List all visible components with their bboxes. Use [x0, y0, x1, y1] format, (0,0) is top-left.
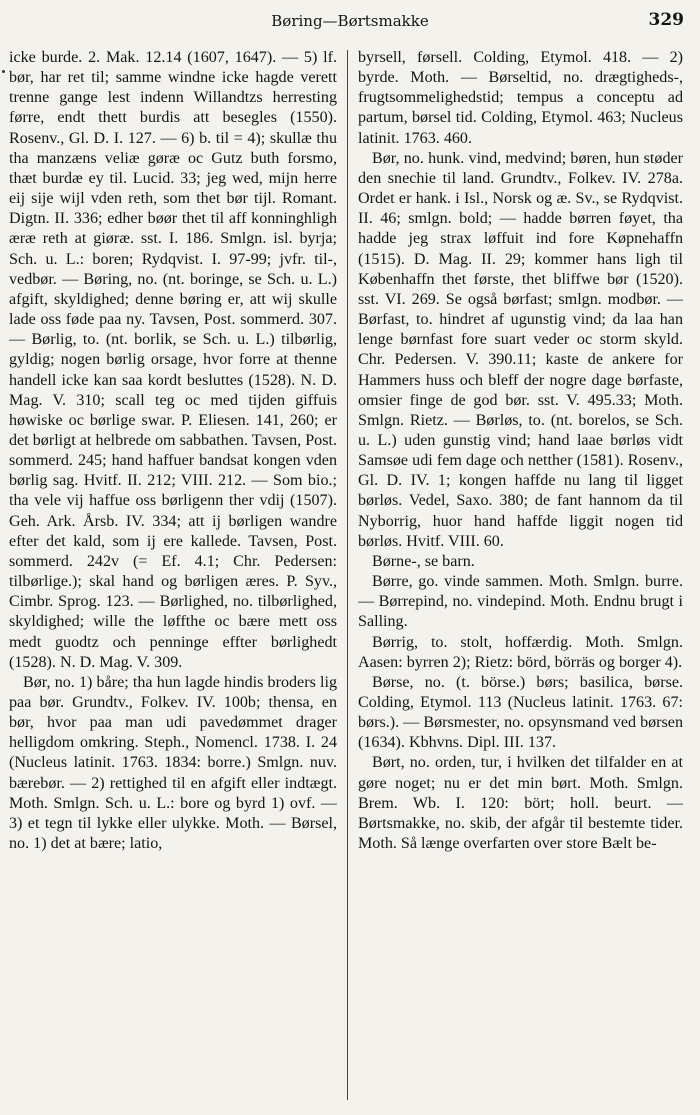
column-divider — [347, 50, 348, 1100]
entry-børne: Børne-, se barn. — [372, 552, 475, 570]
entry-børt: Børt, no. orden, tur, i hvilken det tilfalder en at gøre noget; nu er det min børt. Moth. Smlgn. Brem. Wb. I. 120: bört; holl. beurt. — Børtsmakke, no. skib, der afgår til bestemte tider. Moth. Så længe overfarten over store Bælt be- — [358, 754, 683, 853]
entry-børse: Børse, no. (t. börse.) børs; basilica, børse. Colding, Etymol. 113 (Nucleus latinit. 1763. 67: børs.). — Børsmester, no. opsynsmand ved børsen (1634). Kbhvns. Dipl. III. 137. — [358, 673, 683, 752]
entry-continuation-børing: icke burde. 2. Mak. 12.14 (1607, 1647). — 5) lf. bør, har ret til; samme windne icke hagde verett trenne gange lest indenn Willandtzs herresting førre, endt thett burdis att besegles (1550). Rosenv., Gl. D. I. 127. — 6) b. til = 4); skullæ thu tha manzæns veliæ gøræ oc Gutz buth forsmo, thæt burdæ ey til. Lucid. 33; jeg wed, mijn herre eij sije wijl vden reth, som thet bør tijl. Romant. Digtn. II. 336; edher bøør thet til aff konninghligh æræ reth at giøræ. sst. I. 186. Smlgn. isl. byrja; Sch. u. L.: boren; Rydqvist. I. 97-99; jvfr. til-, vedbør. — Børing, no. (nt. boringe, se Sch. u. L.) afgift, skyldighed; denne børing er, att wij skulle lade oss føde paa ny. Tavsen, Post. sommerd. 307. — Børlig, to. (nt. borlik, se Sch. u. L.) tilbørlig, gyldig; nogen børlig orsage, hvor forre at thenne handell icke kan saa kordt besluttes (1528). N. D. Mag. V. 310; scall teg oc med tijden giffuis høwiske oc børlige swar. P. Eliesen. 141, 260; er det børligt at helbrede om sabbathen. Tavsen, Post. sommerd. 245; hand haffuer bandsat kongen vden børlig sag. Hvitf. II. 212; VIII. 212. — Som bio.; tha vele vij haffue oss børligenn ther vdij (1507). Geh. Ark. Årsb. IV. 334; att ij børligen wandre efter det kald, som ij ere kallede. Tavsen, Post. sommerd. 242v (= Ef. 4.1; Chr. Pedersen: tilbørlige.); skal hand og børligen æres. P. Syv., Cimbr. Sprog. 123. — Børlighed, no. tilbørlighed, skyldighed; wille the løffthe oc bære mett oss medt guodtz och penninge effter børlighedt (1528). N. D. Mag. V. 309. — [9, 49, 337, 671]
entry-børre: Børre, go. vinde sammen. Moth. Smlgn. burre. — Børrepind, no. vindepind. Moth. Endnu brugt i Salling. — [358, 573, 683, 631]
page-header — [0, 8, 700, 34]
entry-bør-baare: Bør, no. 1) båre; tha hun lagde hindis broders lig paa bør. Grundtv., Folkev. IV. 100b; thensa, en bør, hvor paa man udi pavedømmet drager helligdom omkring. Steph., Nomencl. 1738. I. 24 (Nucleus latinit. 1763. 1834: borre.) Smlgn. nuv. bærebør. — 2) rettighed til en afgift eller indtægt. Moth. Smlgn. Sch. u. L.: bore og byrd 1) ovf. — 3) et tegn til lykke eller ulykke. Moth. — Børsel, no. 1) det at bære; latio, — [9, 673, 337, 853]
entry-continuation-børsel: byrsell, førsell. Colding, Etymol. 418. — 2) byrde. Moth. — Børseltid, no. drægtigheds-, frugtsommelighedstid; tempus a conceptu ad partum, børsel tid. Colding, Etymol. 463; Nucleus latinit. 1763. 460. — [358, 49, 683, 147]
entry-bør-vind: Bør, no. hunk. vind, medvind; børen, hun støder den snechie til land. Grundtv., Folkev. IV. 278a. Ordet er hank. i Isl., Norsk og æ. Sv., se Rydqvist. II. 46; smlgn. bold; — hadde børren føyet, tha hadde jeg strax løffuit ind fore Køpnehaffn (1515). D. Mag. II. 29; kommer hans ligh til Københaffn thet første, thet bliffwe bør (1520). sst. VI. 269. Se også børfast; smlgn. modbør. — Børfast, to. hindret af ugunstig vind; da laa han lenge børnfast fore suart veder oc storm skyld. Chr. Pedersen. V. 390.11; kaste de ankere for Hammers huss och bleff der nogre dage børfaste, omsier finge de god bør. sst. V. 495.33; Moth. Smlgn. Rietz. — Børløs, to. (nt. borelos, se Sch. u. L.) uden gunstig vind; hand laae børløs vidt Samsøe udi fem dage och netther (1581). Rosenv., Gl. D. IV. 1; kongen haffde nu lang til ligget børløs. Vedel, Saxo. 380; de fant hannom da til Nyborrig, huor hand haffde liggit nogen tid børløs. Hvitf. VIII. 60. — [358, 149, 683, 550]
entry-børrig: Børrig, to. stolt, hoffærdig. Moth. Smlgn. Aasen: byrren 2); Rietz: börd, börräs og borger 4). — [358, 633, 683, 671]
margin-mark — [2, 70, 5, 73]
running-title: Børing—Børtsmakke — [271, 12, 429, 30]
left-column — [9, 48, 337, 1108]
right-column — [358, 48, 683, 1108]
page-number: 329 — [648, 10, 684, 30]
